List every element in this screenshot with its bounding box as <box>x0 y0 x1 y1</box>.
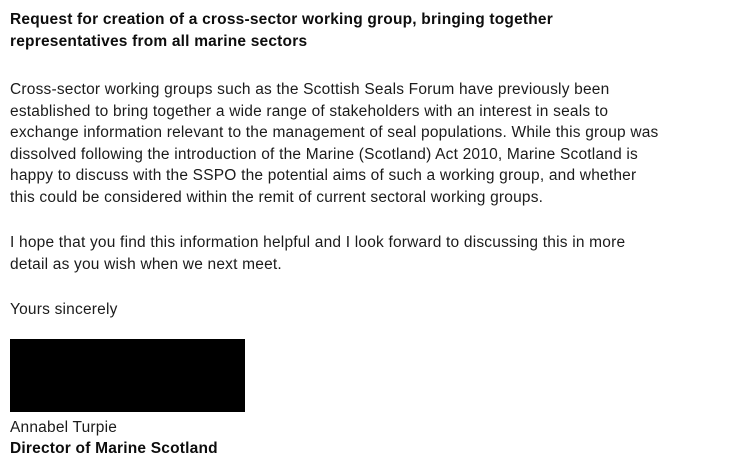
body-paragraph <box>10 232 746 275</box>
paragraph-line: exchange information relevant to the management of seal populations. While this group was <box>10 124 659 141</box>
paragraph-line: detail as you wish when we next meet. <box>10 255 282 273</box>
signatory-title <box>10 438 746 459</box>
heading-line: representatives from all marine sectors <box>10 33 308 50</box>
signatory-name-line: Annabel Turpie <box>10 418 118 436</box>
signoff <box>10 299 746 321</box>
signatory-name <box>10 417 746 438</box>
paragraph-line: this could be considered within the remit of current sectoral working groups. <box>10 188 544 206</box>
paragraph-line: happy to discuss with the SSPO the potential aims of such a working group, and whether <box>10 167 637 184</box>
paragraph-line: established to bring together a wide range of stakeholders with an interest in seals to <box>10 102 609 120</box>
paragraph-line: dissolved following the introduction of the Marine (Scotland) Act 2010, Marine Scotland is <box>10 145 639 163</box>
letter-subject-heading <box>10 9 746 53</box>
paragraph-line: Cross-sector working groups such as the Scottish Seals Forum have previously been <box>10 81 610 98</box>
signatory-title-line: Director of Marine Scotland <box>10 439 218 457</box>
heading-line: Request for creation of a cross-sector working group, bringing together <box>10 11 553 28</box>
redacted-signature-block <box>10 339 245 412</box>
body-paragraph <box>10 79 746 208</box>
signoff-line: Yours sincerely <box>10 301 118 318</box>
paragraph-line: I hope that you find this information helpful and I look forward to discussing this in more <box>10 234 626 251</box>
